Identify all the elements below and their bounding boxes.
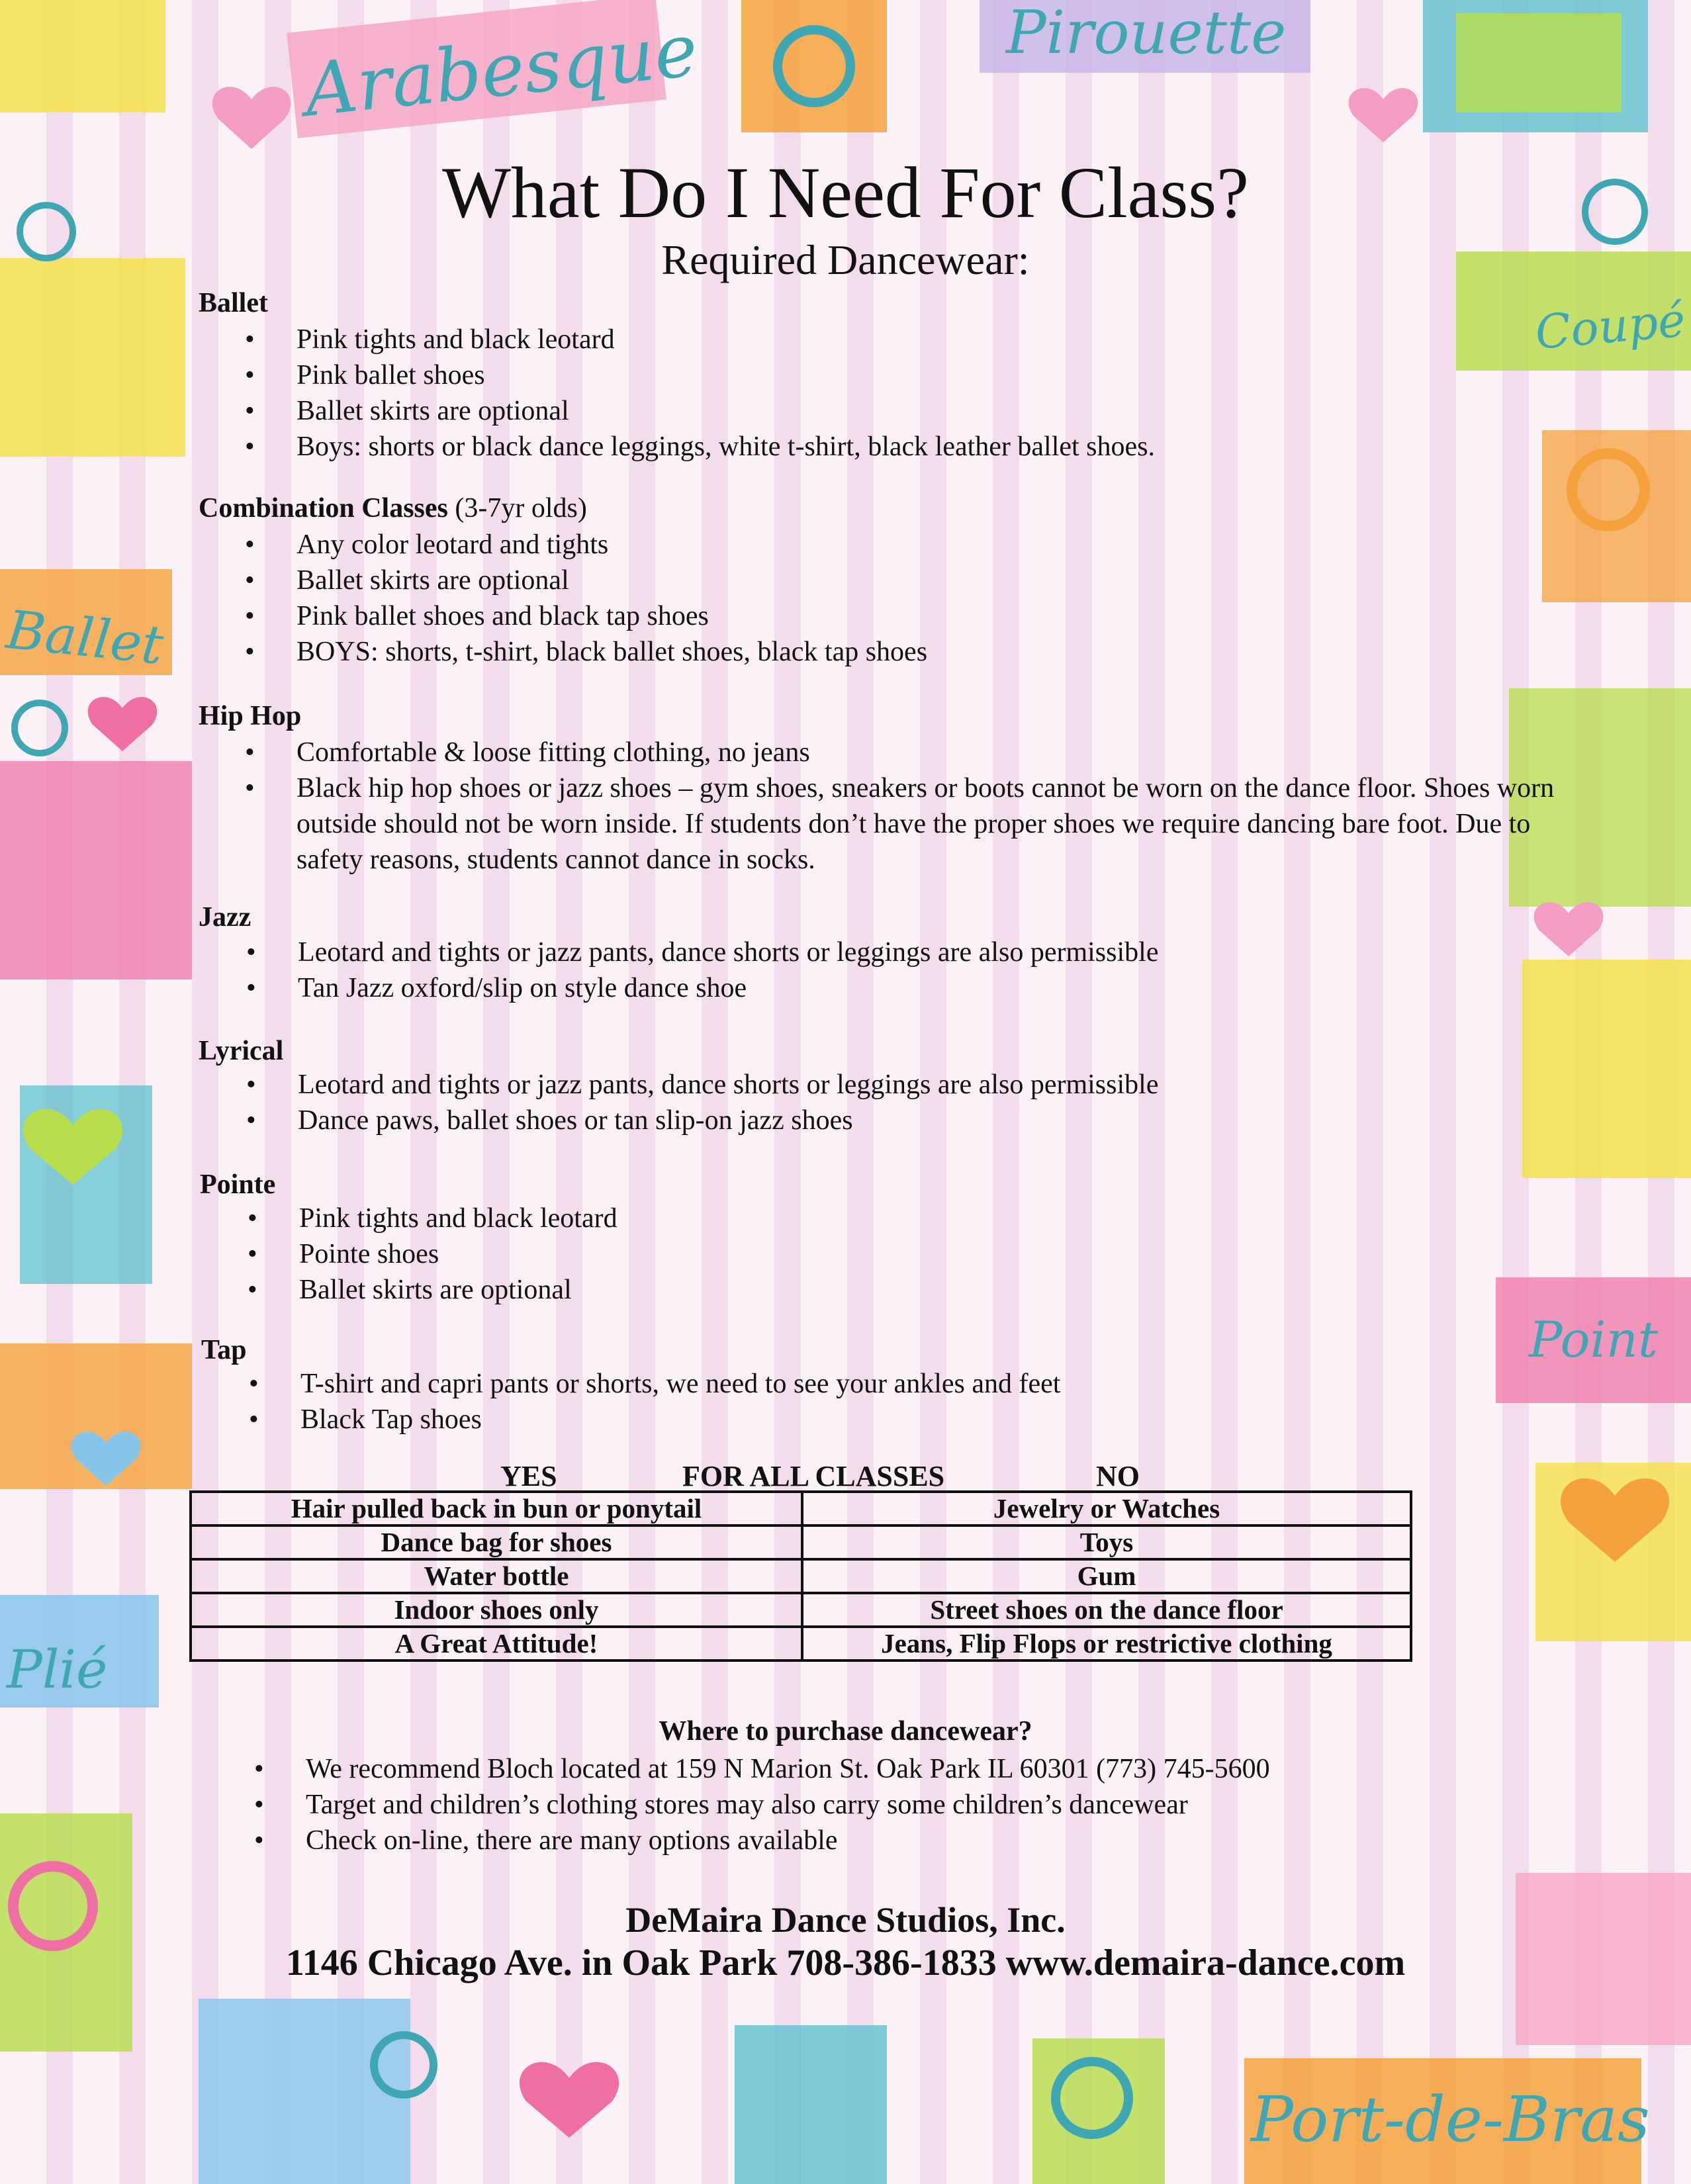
list-item: • Leotard and tights or jazz pants, dance shorts or leggings are also permissible: [246, 934, 1158, 970]
table-row: [191, 1559, 1411, 1593]
yes-cell: A Great Attitude!: [191, 1627, 802, 1661]
pointe-list: [248, 1201, 617, 1308]
list-item: • Pink ballet shoes and black tap shoes: [245, 598, 927, 634]
studio-name: DeMaira Dance Studios, Inc.: [625, 1900, 1066, 1940]
table-row: [191, 1525, 1411, 1559]
purchase-list: [254, 1751, 1270, 1858]
for-all-classes-header: FOR ALL CLASSES: [682, 1460, 945, 1492]
list-item: • T-shirt and capri pants or shorts, we need to see your ankles and feet: [249, 1366, 1060, 1402]
page-title: What Do I Need For Class?: [442, 152, 1249, 233]
section-title-tap: Tap: [201, 1335, 247, 1365]
list-item: • Pink ballet shoes: [245, 357, 1155, 393]
svg-text:Arabesque: Arabesque: [300, 7, 702, 133]
page-subtitle: Required Dancewear:: [661, 236, 1030, 283]
list-item: • Check on-line, there are many options available: [254, 1823, 1270, 1858]
list-item: • Comfortable & loose fitting clothing, no jeans: [245, 735, 1562, 770]
list-item: • Pointe shoes: [248, 1236, 617, 1272]
list-item: • Any color leotard and tights: [245, 527, 927, 563]
svg-text:Ballet: Ballet: [3, 598, 167, 677]
studio-contact: 1146 Chicago Ave. in Oak Park 708-386-1833 www.demaira-dance.com: [285, 1942, 1406, 1983]
no-cell: Gum: [802, 1559, 1411, 1593]
list-item: • Target and children’s clothing stores may also carry some children’s dancewear: [254, 1787, 1270, 1823]
list-item: • Leotard and tights or jazz pants, dance shorts or leggings are also permissible: [246, 1067, 1158, 1103]
list-item: • Dance paws, ballet shoes or tan slip-on jazz shoes: [246, 1103, 1158, 1138]
section-note: (3-7yr olds): [447, 493, 587, 523]
no-header: NO: [1096, 1460, 1140, 1492]
list-item: • Ballet skirts are optional: [245, 563, 927, 598]
list-item: • We recommend Bloch located at 159 N Marion St. Oak Park IL 60301 (773) 745-5600: [254, 1751, 1270, 1787]
hip-hop-list: [245, 735, 1562, 878]
yes-cell: Water bottle: [191, 1559, 802, 1593]
section-title-jazz: Jazz: [199, 902, 251, 933]
list-item: • Black hip hop shoes or jazz shoes – gym shoes, sneakers or boots cannot be worn on the dance floor. Shoes worn outside should not be worn inside. If students don’t have the proper shoes we require dancing bare foot. Due to safety reasons, students cannot dance in socks.: [245, 770, 1562, 878]
lyrical-list: [246, 1067, 1158, 1138]
section-title-ballet: Ballet: [199, 288, 268, 318]
tap-list: [249, 1366, 1060, 1437]
section-title-lyrical: Lyrical: [199, 1036, 284, 1066]
svg-text:Port-de-Bras: Port-de-Bras: [1251, 2083, 1650, 2156]
purchase-title: Where to purchase dancewear?: [659, 1716, 1032, 1747]
svg-text:Coupé: Coupé: [1533, 293, 1688, 360]
ballet-list: [245, 322, 1155, 465]
svg-text:Plié: Plié: [7, 1639, 108, 1700]
no-cell: Street shoes on the dance floor: [802, 1593, 1411, 1627]
yes-cell: Indoor shoes only: [191, 1593, 802, 1627]
combination-list: [245, 527, 927, 670]
classes-table-header: [189, 1459, 1410, 1494]
no-cell: Jeans, Flip Flops or restrictive clothing: [802, 1627, 1411, 1661]
table-row: [191, 1492, 1411, 1525]
no-cell: Toys: [802, 1525, 1411, 1559]
table-row: [191, 1593, 1411, 1627]
yes-cell: Dance bag for shoes: [191, 1525, 802, 1559]
list-item: • Tan Jazz oxford/slip on style dance shoe: [246, 970, 1158, 1006]
yes-header: YES: [500, 1460, 557, 1492]
list-item: • Boys: shorts or black dance leggings, white t-shirt, black leather ballet shoes.: [245, 429, 1155, 465]
jazz-list: [246, 934, 1158, 1006]
classes-table: [189, 1490, 1412, 1662]
list-item: • Ballet skirts are optional: [245, 393, 1155, 429]
table-row: [191, 1627, 1411, 1661]
list-item: • Pink tights and black leotard: [248, 1201, 617, 1236]
list-item: • Ballet skirts are optional: [248, 1272, 617, 1308]
list-item: • Black Tap shoes: [249, 1402, 1060, 1437]
section-title-pointe: Pointe: [200, 1169, 276, 1200]
list-item: • Pink tights and black leotard: [245, 322, 1155, 357]
svg-text:Point: Point: [1529, 1310, 1659, 1369]
section-title-combination: Combination Classes (3-7yr olds): [199, 493, 587, 523]
svg-text:Pirouette: Pirouette: [1006, 0, 1287, 68]
no-cell: Jewelry or Watches: [802, 1492, 1411, 1525]
list-item: • BOYS: shorts, t-shirt, black ballet shoes, black tap shoes: [245, 634, 927, 670]
section-title-hip-hop: Hip Hop: [199, 701, 302, 731]
yes-cell: Hair pulled back in bun or ponytail: [191, 1492, 802, 1525]
